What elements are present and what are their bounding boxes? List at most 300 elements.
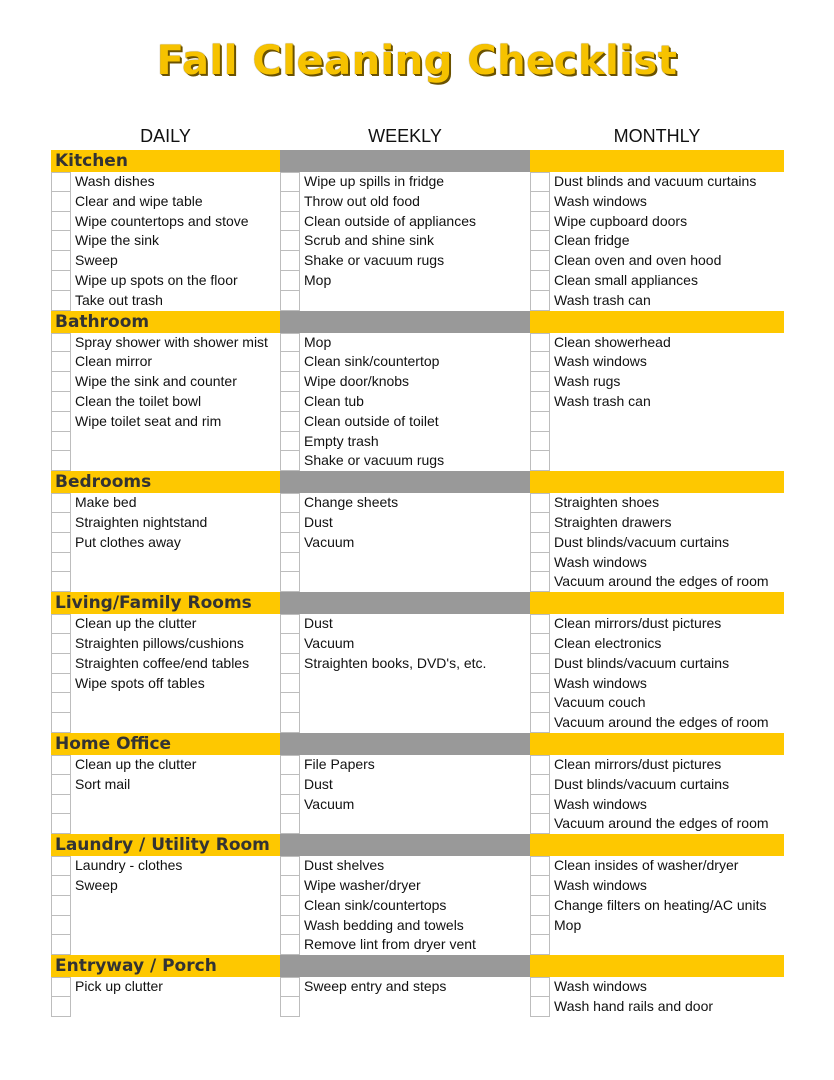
task-checkbox[interactable]	[51, 713, 71, 733]
task-checkbox[interactable]	[530, 674, 550, 694]
task-checkbox[interactable]	[280, 172, 300, 192]
task-row	[530, 513, 784, 533]
task-label	[300, 997, 304, 1017]
weekly-task-column	[280, 755, 530, 834]
task-label: Mop	[304, 271, 332, 288]
section-rows	[51, 333, 784, 472]
task-row	[530, 713, 784, 733]
monthly-task-column	[530, 172, 784, 311]
task-checkbox[interactable]	[530, 693, 550, 713]
task-row	[530, 693, 784, 713]
task-checkbox[interactable]	[51, 493, 71, 513]
task-checkbox[interactable]	[530, 977, 550, 997]
task-row	[280, 513, 530, 533]
task-checkbox[interactable]	[530, 513, 550, 533]
task-label: Clean electronics	[554, 634, 662, 651]
task-label: Sweep	[75, 876, 118, 893]
task-label: Clean tub	[304, 392, 364, 409]
task-row	[280, 997, 530, 1017]
task-label: Wash windows	[554, 876, 647, 893]
task-checkbox[interactable]	[530, 856, 550, 876]
task-label: Clean sink/countertops	[304, 896, 447, 913]
task-label: Clean the toilet bowl	[75, 392, 202, 409]
task-checkbox[interactable]	[280, 271, 300, 291]
task-checkbox[interactable]	[530, 775, 550, 795]
task-checkbox[interactable]	[51, 997, 71, 1017]
task-checkbox[interactable]	[280, 372, 300, 392]
task-label: Clean outside of toilet	[304, 412, 439, 429]
task-row	[280, 755, 530, 775]
task-checkbox[interactable]	[280, 493, 300, 513]
task-row	[280, 876, 530, 896]
task-checkbox[interactable]	[51, 352, 71, 372]
section-header-cell	[280, 733, 530, 755]
task-label	[71, 795, 75, 815]
task-label: Vacuum around the edges of room	[554, 714, 769, 731]
section-header	[51, 471, 784, 493]
task-checkbox[interactable]	[280, 916, 300, 936]
section-header-cell	[530, 955, 784, 977]
task-checkbox[interactable]	[530, 333, 550, 353]
task-checkbox[interactable]	[51, 572, 71, 592]
task-checkbox[interactable]	[51, 392, 71, 412]
task-label: Wipe cupboard doors	[554, 212, 688, 229]
task-checkbox[interactable]	[51, 814, 71, 834]
monthly-task-column	[530, 856, 784, 955]
task-checkbox[interactable]	[530, 713, 550, 733]
task-checkbox[interactable]	[51, 634, 71, 654]
task-checkbox[interactable]	[530, 271, 550, 291]
task-checkbox[interactable]	[280, 814, 300, 834]
task-row	[530, 553, 784, 573]
task-row	[51, 352, 280, 372]
task-checkbox[interactable]	[51, 192, 71, 212]
task-checkbox[interactable]	[51, 172, 71, 192]
task-checkbox[interactable]	[51, 553, 71, 573]
task-label: Dust blinds/vacuum curtains	[554, 775, 730, 792]
task-label: Wipe the sink	[75, 232, 160, 249]
task-checkbox[interactable]	[280, 451, 300, 471]
task-checkbox[interactable]	[51, 513, 71, 533]
section-header-cell	[530, 592, 784, 614]
task-label: File Papers	[304, 755, 375, 772]
section-header	[51, 592, 784, 614]
task-row	[530, 291, 784, 311]
task-label: Laundry - clothes	[75, 857, 183, 874]
task-checkbox[interactable]	[530, 814, 550, 834]
task-checkbox[interactable]	[51, 291, 71, 311]
section-title: Bedrooms	[55, 472, 152, 493]
section-header-cell	[530, 733, 784, 755]
task-label: Clean outside of appliances	[304, 212, 477, 229]
section-rows	[51, 856, 784, 955]
task-checkbox[interactable]	[51, 333, 71, 353]
task-label: Wipe spots off tables	[75, 674, 205, 691]
task-checkbox[interactable]	[530, 634, 550, 654]
task-checkbox[interactable]	[280, 713, 300, 733]
task-label: Dust	[304, 775, 333, 792]
task-label	[71, 916, 75, 936]
weekly-task-column	[280, 856, 530, 955]
task-label: Straighten nightstand	[75, 513, 208, 530]
task-row	[530, 172, 784, 192]
task-label	[71, 713, 75, 733]
task-row	[530, 451, 784, 471]
task-label: Throw out old food	[304, 192, 420, 209]
task-checkbox[interactable]	[530, 614, 550, 634]
task-row	[51, 654, 280, 674]
task-label	[71, 451, 75, 471]
daily-column-header: DAILY	[140, 126, 191, 146]
weekly-task-column	[280, 172, 530, 311]
task-checkbox[interactable]	[280, 251, 300, 271]
task-checkbox[interactable]	[280, 693, 300, 713]
task-row	[530, 412, 784, 432]
task-label: Wipe up spills in fridge	[304, 173, 445, 189]
task-checkbox[interactable]	[530, 231, 550, 251]
task-label: Empty trash	[304, 432, 379, 449]
task-label: Clean mirrors/dust pictures	[554, 755, 722, 772]
task-row	[280, 271, 530, 291]
section-header-cell	[51, 311, 280, 333]
task-label: Vacuum	[304, 634, 355, 651]
task-label: Wash windows	[554, 795, 647, 812]
task-label	[300, 814, 304, 834]
task-label: Wash windows	[554, 353, 647, 370]
task-label: Wipe up spots on the floor	[75, 271, 238, 288]
task-row	[51, 713, 280, 733]
section-header-cell	[51, 150, 280, 172]
task-label: Straighten books, DVD's, etc.	[304, 654, 487, 671]
task-checkbox[interactable]	[530, 876, 550, 896]
task-label: Take out trash	[75, 291, 163, 308]
task-row	[530, 251, 784, 271]
task-label: Clean fridge	[554, 232, 630, 249]
task-row	[530, 572, 784, 592]
task-checkbox[interactable]	[51, 693, 71, 713]
weekly-task-column	[280, 493, 530, 592]
section-header-cell	[280, 311, 530, 333]
task-checkbox[interactable]	[530, 553, 550, 573]
weekly-column-header: WEEKLY	[368, 126, 442, 146]
task-checkbox[interactable]	[51, 935, 71, 955]
task-label: Remove lint from dryer vent	[304, 936, 476, 953]
task-label: Mop	[304, 333, 332, 350]
task-label: Clean up the clutter	[75, 755, 197, 772]
task-label: Wash windows	[554, 978, 647, 995]
task-checkbox[interactable]	[280, 432, 300, 452]
task-label: Dust blinds and vacuum curtains	[554, 173, 757, 189]
section-header	[51, 834, 784, 856]
task-label: Put clothes away	[75, 533, 181, 550]
section-header-cell	[280, 150, 530, 172]
task-checkbox[interactable]	[280, 533, 300, 553]
task-checkbox[interactable]	[51, 916, 71, 936]
task-row	[280, 533, 530, 553]
task-checkbox[interactable]	[280, 614, 300, 634]
task-label: Vacuum around the edges of room	[554, 573, 769, 590]
task-label: Make bed	[75, 494, 137, 511]
task-label: Straighten shoes	[554, 494, 660, 511]
weekly-task-column	[280, 614, 530, 733]
task-label: Mop	[554, 916, 582, 933]
task-label: Clean oven and oven hood	[554, 252, 722, 269]
task-checkbox[interactable]	[280, 896, 300, 916]
task-label	[550, 935, 554, 955]
daily-task-column	[51, 493, 280, 592]
task-checkbox[interactable]	[280, 231, 300, 251]
task-row	[530, 372, 784, 392]
section-rows	[51, 614, 784, 733]
task-row	[530, 333, 784, 353]
daily-task-column	[51, 856, 280, 955]
task-row	[51, 876, 280, 896]
task-row	[280, 412, 530, 432]
task-row	[51, 634, 280, 654]
task-row	[51, 271, 280, 291]
task-label: Sweep	[75, 252, 118, 269]
task-label: Vacuum	[304, 533, 355, 550]
task-label	[300, 291, 304, 311]
section-header-cell	[51, 955, 280, 977]
task-row	[280, 553, 530, 573]
task-label: Sweep entry and steps	[304, 978, 447, 995]
monthly-task-column	[530, 614, 784, 733]
task-label	[71, 935, 75, 955]
task-checkbox[interactable]	[530, 916, 550, 936]
task-checkbox[interactable]	[280, 997, 300, 1017]
task-row	[51, 412, 280, 432]
task-label: Dust blinds/vacuum curtains	[554, 654, 730, 671]
task-checkbox[interactable]	[530, 392, 550, 412]
task-checkbox[interactable]	[280, 795, 300, 815]
task-label: Scrub and shine sink	[304, 232, 434, 249]
task-checkbox[interactable]	[280, 775, 300, 795]
task-row	[530, 755, 784, 775]
section-rows	[51, 172, 784, 311]
task-row	[280, 392, 530, 412]
task-row	[51, 775, 280, 795]
task-checkbox[interactable]	[530, 372, 550, 392]
weekly-task-column	[280, 977, 530, 1017]
section-title: Home Office	[55, 733, 172, 754]
section-header-cell	[280, 834, 530, 856]
task-checkbox[interactable]	[530, 212, 550, 232]
task-checkbox[interactable]	[530, 654, 550, 674]
monthly-task-column	[530, 493, 784, 592]
task-checkbox[interactable]	[280, 572, 300, 592]
task-label: Wash trash can	[554, 392, 651, 409]
section-header	[51, 955, 784, 977]
task-checkbox[interactable]	[530, 412, 550, 432]
task-label: Straighten pillows/cushions	[75, 634, 244, 651]
task-checkbox[interactable]	[51, 977, 71, 997]
task-checkbox[interactable]	[51, 896, 71, 916]
task-checkbox[interactable]	[530, 997, 550, 1017]
task-checkbox[interactable]	[51, 856, 71, 876]
task-checkbox[interactable]	[280, 755, 300, 775]
task-row	[51, 212, 280, 232]
task-checkbox[interactable]	[530, 432, 550, 452]
task-checkbox[interactable]	[530, 291, 550, 311]
task-label: Wash hand rails and door	[554, 997, 714, 1014]
task-label: Change filters on heating/AC units	[554, 896, 767, 913]
task-row	[530, 876, 784, 896]
task-label: Clean mirror	[75, 353, 153, 370]
task-checkbox[interactable]	[280, 553, 300, 573]
task-row	[530, 674, 784, 694]
task-label	[71, 997, 75, 1017]
section-header-cell	[280, 955, 530, 977]
section-title: Bathroom	[55, 311, 150, 332]
task-checkbox[interactable]	[51, 755, 71, 775]
task-checkbox[interactable]	[280, 977, 300, 997]
task-label: Spray shower with shower mist	[75, 333, 268, 350]
section-header-cell	[280, 592, 530, 614]
task-label	[71, 896, 75, 916]
task-checkbox[interactable]	[280, 876, 300, 896]
task-row	[51, 856, 280, 876]
task-label: Change sheets	[304, 494, 399, 511]
page-title: Fall Cleaning Checklist	[156, 38, 678, 84]
task-row	[51, 614, 280, 634]
task-row	[51, 814, 280, 834]
task-checkbox[interactable]	[530, 896, 550, 916]
task-checkbox[interactable]	[51, 876, 71, 896]
task-checkbox[interactable]	[280, 212, 300, 232]
task-checkbox[interactable]	[530, 192, 550, 212]
task-label: Wash trash can	[554, 291, 651, 308]
task-checkbox[interactable]	[530, 251, 550, 271]
task-checkbox[interactable]	[530, 451, 550, 471]
task-checkbox[interactable]	[280, 192, 300, 212]
task-checkbox[interactable]	[51, 674, 71, 694]
task-label: Wipe the sink and counter	[75, 373, 237, 390]
task-label: Clean insides of washer/dryer	[554, 857, 739, 874]
task-row	[280, 333, 530, 353]
task-row	[280, 372, 530, 392]
task-checkbox[interactable]	[51, 654, 71, 674]
task-checkbox[interactable]	[280, 291, 300, 311]
task-row	[51, 291, 280, 311]
task-row	[280, 212, 530, 232]
task-checkbox[interactable]	[280, 856, 300, 876]
task-row	[280, 935, 530, 955]
task-checkbox[interactable]	[51, 432, 71, 452]
task-checkbox[interactable]	[280, 513, 300, 533]
task-checkbox[interactable]	[280, 333, 300, 353]
task-row	[51, 896, 280, 916]
monthly-task-column	[530, 333, 784, 472]
task-checkbox[interactable]	[51, 372, 71, 392]
task-label	[300, 572, 304, 592]
task-label: Shake or vacuum rugs	[304, 252, 445, 269]
task-checkbox[interactable]	[51, 775, 71, 795]
task-checkbox[interactable]	[530, 755, 550, 775]
task-label: Clean small appliances	[554, 271, 698, 288]
task-label: Wipe toilet seat and rim	[75, 412, 222, 429]
daily-task-column	[51, 977, 280, 1017]
task-row	[51, 372, 280, 392]
task-row	[280, 231, 530, 251]
task-label: Dust	[304, 615, 333, 632]
task-checkbox[interactable]	[280, 412, 300, 432]
section-header-cell	[51, 834, 280, 856]
task-label: Sort mail	[75, 775, 131, 792]
task-row	[280, 192, 530, 212]
task-label	[71, 814, 75, 834]
section-header-cell	[530, 150, 784, 172]
task-row	[51, 172, 280, 192]
monthly-column-header: MONTHLY	[613, 126, 701, 146]
task-label	[300, 713, 304, 733]
task-label: Dust	[304, 513, 333, 530]
task-checkbox[interactable]	[51, 271, 71, 291]
task-checkbox[interactable]	[51, 412, 71, 432]
section-header-cell	[530, 834, 784, 856]
task-label	[71, 553, 75, 573]
task-checkbox[interactable]	[530, 572, 550, 592]
task-row	[51, 333, 280, 353]
task-row	[51, 192, 280, 212]
task-row	[280, 814, 530, 834]
daily-task-column	[51, 755, 280, 834]
task-checkbox[interactable]	[51, 212, 71, 232]
task-checkbox[interactable]	[280, 352, 300, 372]
task-row	[280, 674, 530, 694]
task-label: Wipe washer/dryer	[304, 876, 421, 893]
task-label: Wipe door/knobs	[304, 373, 410, 390]
task-row	[280, 795, 530, 815]
task-checkbox[interactable]	[530, 352, 550, 372]
task-label: Clean sink/countertop	[304, 353, 440, 370]
task-row	[530, 814, 784, 834]
task-row	[280, 432, 530, 452]
section-header-cell	[51, 733, 280, 755]
task-checkbox[interactable]	[280, 392, 300, 412]
task-label	[300, 553, 304, 573]
task-label	[550, 451, 554, 471]
task-checkbox[interactable]	[280, 935, 300, 955]
task-checkbox[interactable]	[530, 935, 550, 955]
section-title: Laundry / Utility Room	[55, 835, 270, 856]
task-row	[51, 513, 280, 533]
task-checkbox[interactable]	[51, 533, 71, 553]
task-label: Dust shelves	[304, 857, 385, 874]
task-checkbox[interactable]	[530, 533, 550, 553]
task-row	[530, 493, 784, 513]
task-checkbox[interactable]	[280, 654, 300, 674]
task-checkbox[interactable]	[280, 634, 300, 654]
section-header-cell	[51, 471, 280, 493]
task-row	[51, 693, 280, 713]
task-label: Wash windows	[554, 192, 647, 209]
task-row	[530, 212, 784, 232]
task-row	[530, 432, 784, 452]
task-checkbox[interactable]	[51, 231, 71, 251]
task-checkbox[interactable]	[530, 795, 550, 815]
task-checkbox[interactable]	[51, 614, 71, 634]
task-checkbox[interactable]	[530, 493, 550, 513]
task-row	[530, 795, 784, 815]
task-checkbox[interactable]	[530, 172, 550, 192]
task-checkbox[interactable]	[280, 674, 300, 694]
task-checkbox[interactable]	[51, 795, 71, 815]
task-checkbox[interactable]	[51, 451, 71, 471]
task-row	[51, 935, 280, 955]
task-checkbox[interactable]	[51, 251, 71, 271]
task-row	[51, 231, 280, 251]
